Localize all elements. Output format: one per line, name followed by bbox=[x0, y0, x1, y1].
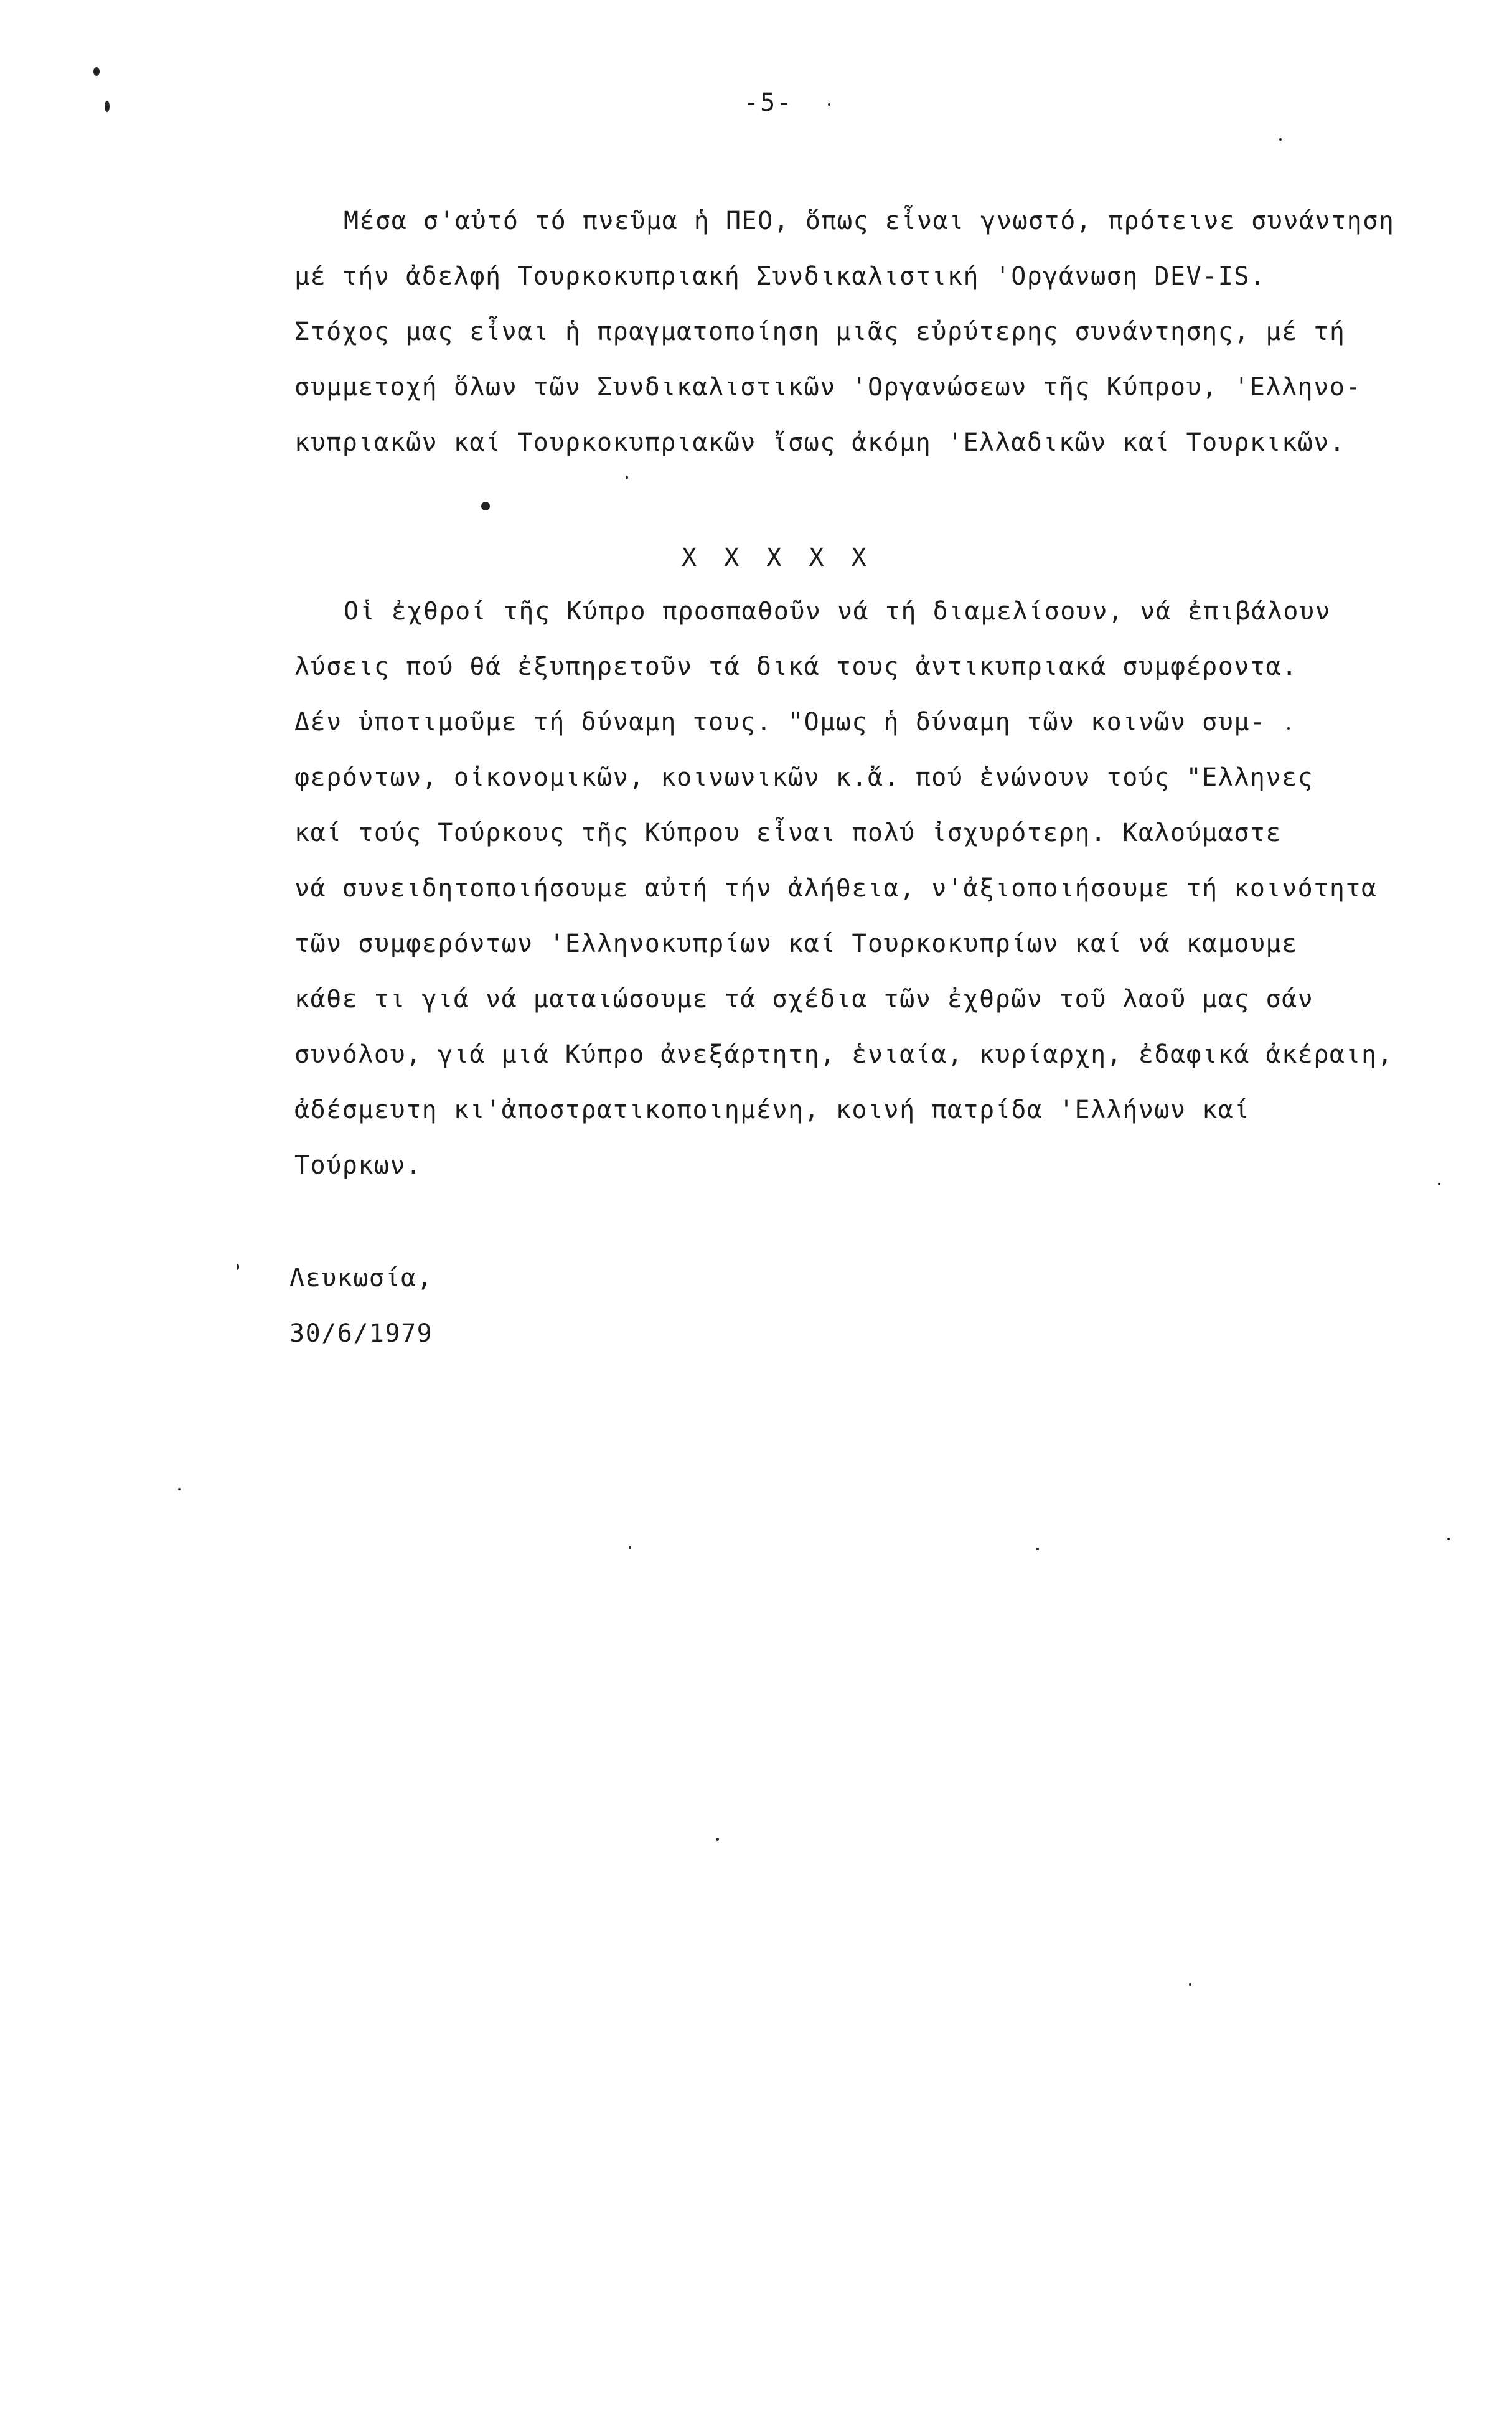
scan-speck bbox=[105, 101, 110, 112]
paragraph-2-line-6: νά συνειδητοποιήσουμε αὐτή τήν ἀλήθεια, ν'ἀξιοποιήσουμε τή κοινότητα bbox=[294, 874, 1378, 903]
scan-speck bbox=[1279, 138, 1282, 141]
page-number: -5- bbox=[744, 88, 793, 117]
scan-speck bbox=[1438, 1183, 1440, 1185]
scan-speck bbox=[1287, 727, 1290, 730]
paragraph-1-line-2: μέ τήν ἀδελφή Τουρκοκυπριακή Συνδικαλιστική 'Οργάνωση DEV-IS. bbox=[294, 262, 1266, 291]
scan-speck bbox=[237, 1264, 239, 1270]
scan-speck bbox=[1189, 1983, 1191, 1986]
scan-speck bbox=[93, 67, 100, 76]
paragraph-2-line-8: κάθε τι γιά νά ματαιώσουμε τά σχέδια τῶν ἐχθρῶν τοῦ λαοῦ μας σάν bbox=[294, 985, 1314, 1014]
paragraph-2-line-5: καί τούς Τούρκους τῆς Κύπρου εἶναι πολύ ἰσχυρότερη. Καλούμαστε bbox=[294, 819, 1282, 847]
paragraph-1-line-4: συμμετοχή ὅλων τῶν Συνδικαλιστικῶν 'Οργανώσεων τῆς Κύπρου, 'Ελληνο- bbox=[294, 373, 1361, 402]
paragraph-2-line-10: ἀδέσμευτη κι'ἀποστρατικοποιημένη, κοινή πατρίδα 'Ελλήνων καί bbox=[294, 1096, 1250, 1124]
section-separator: X X X X X bbox=[682, 543, 873, 572]
paragraph-2-line-7: τῶν συμφερόντων 'Ελληνοκυπρίων καί Τουρκοκυπρίων καί νά καμουμε bbox=[294, 929, 1298, 958]
paragraph-2-line-11: Τούρκων. bbox=[294, 1151, 422, 1180]
paragraph-2-line-3: Δέν ὑποτιμοῦμε τή δύναμη τους. "Ομως ἡ δύναμη τῶν κοινῶν συμ- bbox=[294, 708, 1266, 736]
scan-speck bbox=[629, 1546, 631, 1549]
scan-speck bbox=[1447, 1538, 1450, 1540]
closing-date: 30/6/1979 bbox=[289, 1319, 433, 1348]
paragraph-2-line-1: Οἱ ἐχθροί τῆς Κύπρο προσπαθοῦν νά τή διαμελίσουν, νά ἐπιβάλουν bbox=[344, 597, 1331, 626]
paragraph-1-line-1: Μέσα σ'αὐτό τό πνεῦμα ἡ ΠΕΟ, ὅπως εἶναι γνωστό, πρότεινε συνάντηση bbox=[344, 207, 1395, 235]
scan-speck bbox=[716, 1838, 719, 1841]
paragraph-2-line-2: λύσεις πού θά ἐξυπηρετοῦν τά δικά τους ἀντικυπριακά συμφέροντα. bbox=[294, 652, 1298, 681]
paragraph-1-line-3: Στόχος μας εἶναι ἡ πραγματοποίηση μιᾶς εὐρύτερης συνάντησης, μέ τή bbox=[294, 318, 1346, 346]
closing-place: Λευκωσία, bbox=[289, 1264, 433, 1292]
scan-speck bbox=[1036, 1548, 1039, 1550]
scan-speck bbox=[828, 103, 830, 106]
paragraph-2-line-9: συνόλου, γιά μιά Κύπρο ἀνεξάρτητη, ἑνιαία, κυρίαρχη, ἐδαφικά ἀκέραιη, bbox=[294, 1040, 1394, 1069]
bullet-speck bbox=[481, 502, 490, 510]
scan-speck bbox=[178, 1488, 181, 1490]
paragraph-2-line-4: φερόντων, οἰκονομικῶν, κοινωνικῶν κ.ἄ. πού ἑνώνουν τούς "Ελληνες bbox=[294, 763, 1314, 792]
scan-speck bbox=[626, 476, 628, 479]
paragraph-1-line-5: κυπριακῶν καί Τουρκοκυπριακῶν ἴσως ἀκόμη 'Ελλαδικῶν καί Τουρκικῶν. bbox=[294, 428, 1346, 457]
